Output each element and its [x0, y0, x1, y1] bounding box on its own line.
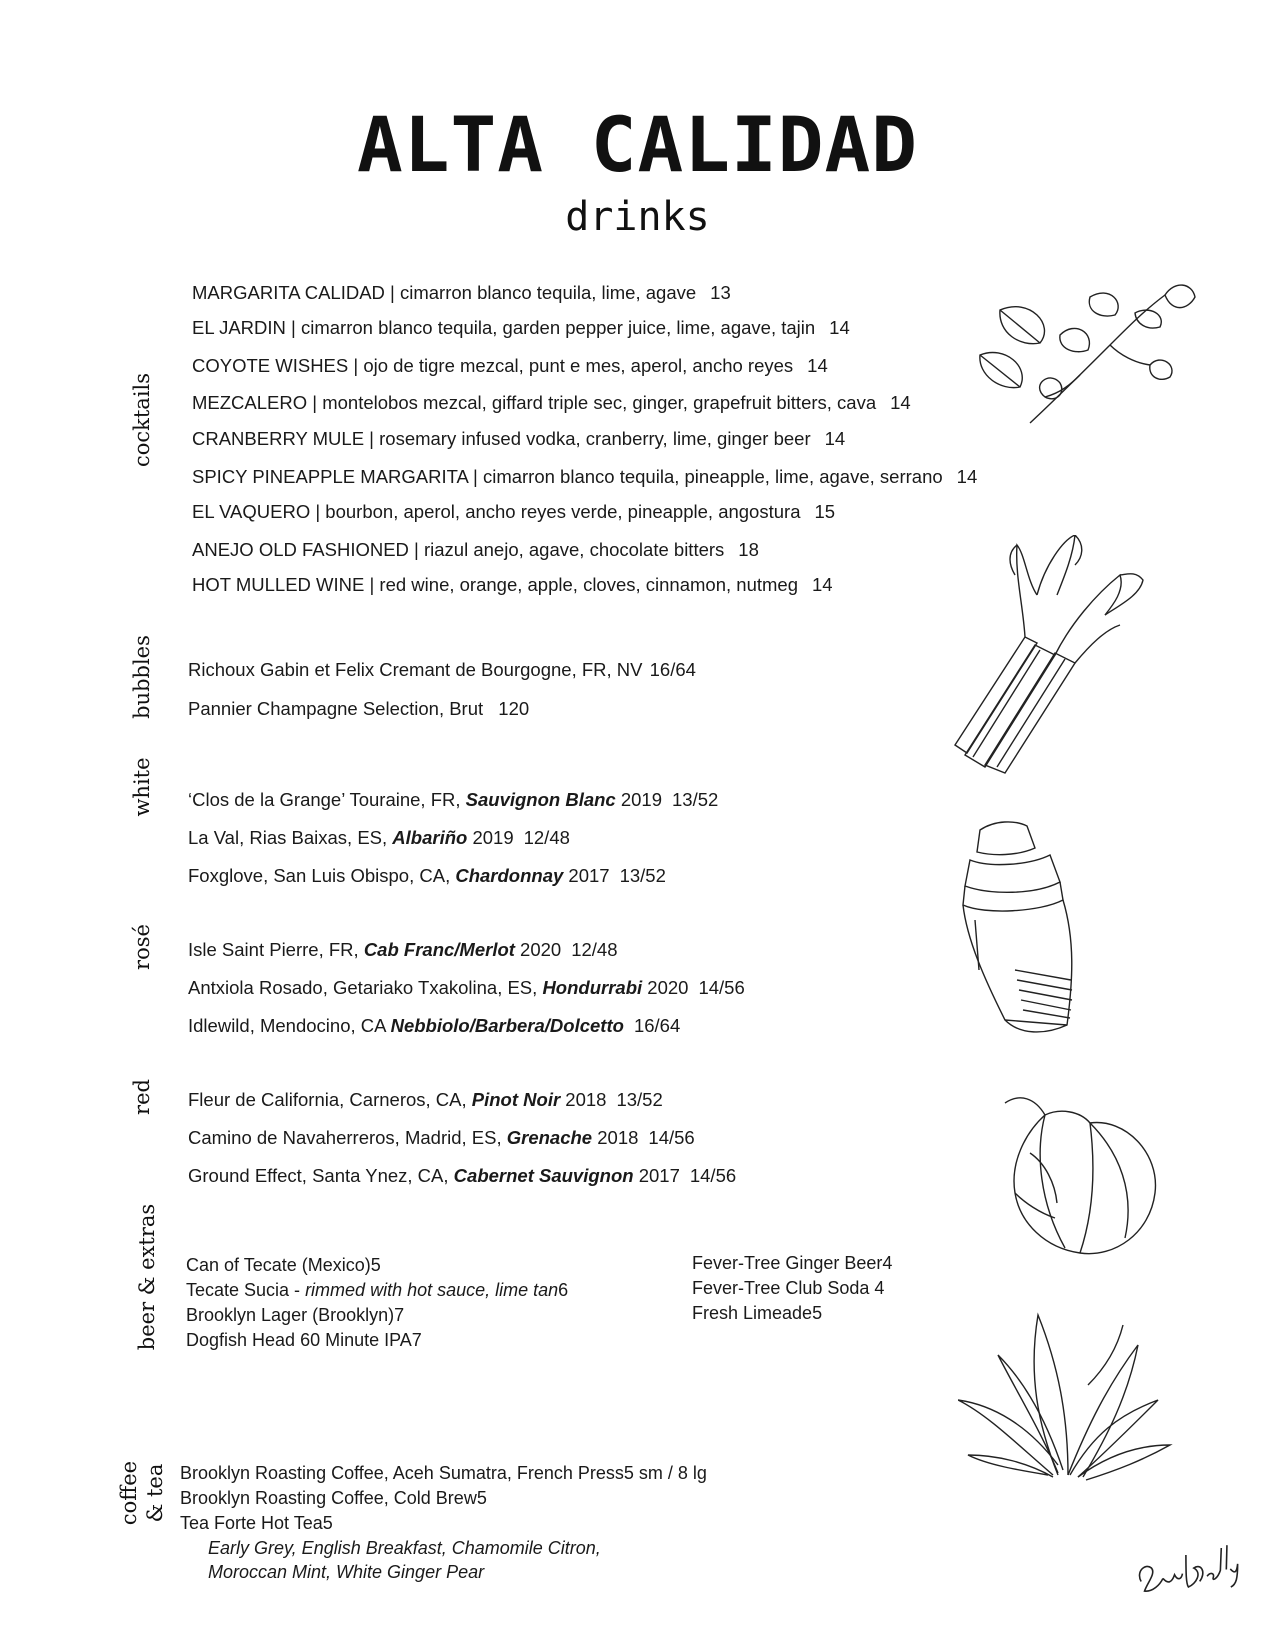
list-item [188, 1126, 695, 1150]
item-producer: Isle Saint Pierre, FR, [188, 939, 364, 960]
section-label-white: white [130, 757, 154, 817]
section-label-red: red [130, 1079, 154, 1115]
item-producer: La Val, Rias Baixas, ES, [188, 827, 393, 848]
item-price: 5 sm / 8 lg [623, 1463, 707, 1483]
item-year: 2020 [514, 939, 562, 960]
item-name: Can of Tecate (Mexico) [186, 1255, 371, 1275]
item-grape: Hondurrabi [542, 977, 643, 998]
item-price: 5 [370, 1255, 381, 1275]
menu-subtitle: drinks [565, 194, 710, 240]
cocktail-item [192, 573, 833, 597]
menu-title: ALTA CALIDAD [356, 100, 919, 189]
item-price: 6 [558, 1280, 569, 1300]
item-price: 16/64 [633, 1015, 681, 1036]
item-name: Brooklyn Roasting Coffee, Cold Brew [180, 1488, 477, 1508]
item-name: ANEJO OLD FASHIONED | riazul anejo, agave, chocolate bitters [192, 539, 725, 560]
list-item [188, 938, 618, 962]
item-price: 14/56 [689, 1165, 737, 1186]
item-grape: Cabernet Sauvignon [453, 1165, 634, 1186]
item-name: Fresh Limeade [692, 1303, 813, 1323]
item-price: 14 [807, 355, 828, 376]
list-item [692, 1251, 892, 1275]
item-price: 14 [811, 574, 833, 595]
item-price: 5 [476, 1488, 487, 1508]
list-item [188, 697, 529, 721]
item-price: 14 [829, 317, 850, 338]
item-price: 13/52 [619, 865, 666, 886]
list-item [180, 1486, 487, 1510]
item-name: Dogfish Head 60 Minute IPA [186, 1330, 412, 1350]
item-price: 14 [890, 392, 911, 413]
item-name: Fever-Tree Club Soda [692, 1278, 870, 1298]
list-item [180, 1461, 707, 1485]
section-label-rose: rosé [130, 924, 154, 970]
item-price: 7 [411, 1330, 422, 1350]
list-item [186, 1253, 381, 1277]
tea-options-line: Moroccan Mint, White Ginger Pear [208, 1562, 485, 1582]
item-price: 14/56 [698, 977, 745, 998]
list-item [188, 976, 745, 1000]
item-producer: Foxglove, San Luis Obispo, CA, [188, 865, 456, 886]
item-name: CRANBERRY MULE | rosemary infused vodka, cranberry, lime, ginger beer [192, 428, 811, 449]
item-name: COYOTE WISHES | ojo de tigre mezcal, punt e mes, aperol, ancho reyes [192, 355, 794, 376]
list-item [188, 826, 570, 850]
cocktail-item [192, 427, 845, 451]
item-name: EL JARDIN | cimarron blanco tequila, garden pepper juice, lime, agave, tajin [192, 317, 816, 338]
item-name: SPICY PINEAPPLE MARGARITA | cimarron blanco tequila, pineapple, lime, agave, serrano [192, 466, 943, 487]
section-label-cocktails: cocktails [130, 372, 154, 468]
item-grape: Cab Franc/Merlot [363, 939, 515, 960]
hot-pepper-illustration [995, 1093, 1165, 1263]
item-price: 16/64 [649, 659, 696, 680]
section-label-coffee-line2: & tea [143, 1463, 167, 1523]
item-name: MARGARITA CALIDAD | cimarron blanco tequila, lime, agave [192, 282, 697, 303]
list-item [188, 658, 696, 682]
section-label-bubbles: bubbles [130, 635, 154, 719]
item-price: 12/48 [571, 939, 618, 960]
item-producer: Idlewild, Mendocino, CA [188, 1015, 391, 1036]
list-item [186, 1303, 404, 1327]
item-grape: Sauvignon Blanc [465, 789, 616, 810]
cocktail-item [192, 281, 731, 305]
item-name: Fever-Tree Ginger Beer [692, 1253, 883, 1273]
item-price: 5 [812, 1303, 823, 1323]
list-item [188, 1164, 736, 1188]
item-note: rimmed with hot sauce, lime tan [305, 1280, 559, 1300]
item-producer: Antxiola Rosado, Getariako Txakolina, ES, [188, 977, 543, 998]
item-price: 7 [394, 1305, 405, 1325]
list-item [692, 1301, 822, 1325]
agave-plant-illustration [958, 1305, 1173, 1485]
item-price: 14/56 [648, 1127, 695, 1148]
item-year: 2019 [615, 789, 663, 810]
cocktail-item [192, 465, 977, 489]
item-price: 15 [814, 501, 836, 522]
cocktail-shaker-illustration [955, 820, 1095, 1050]
item-year: 2019 [467, 827, 514, 848]
item-grape: Nebbiolo/Barbera/Dolcetto [390, 1015, 624, 1036]
item-name: Brooklyn Roasting Coffee, Aceh Sumatra, French Press [180, 1463, 624, 1483]
list-item [186, 1278, 568, 1302]
item-year: 2020 [642, 977, 689, 998]
item-producer: Ground Effect, Santa Ynez, CA, [188, 1165, 454, 1186]
item-grape: Grenache [506, 1127, 593, 1148]
list-item [188, 1014, 680, 1038]
cocktail-item [192, 354, 828, 378]
physalis-branch-illustration [960, 275, 1200, 435]
item-name: EL VAQUERO | bourbon, aperol, ancho reyes verde, pineapple, angostura [192, 501, 801, 522]
list-item [188, 788, 718, 812]
item-name: Tecate Sucia - [186, 1280, 306, 1300]
item-name: Richoux Gabin et Felix Cremant de Bourgogne, FR, NV [188, 659, 643, 680]
item-price: 120 [498, 698, 530, 719]
item-name: MEZCALERO | montelobos mezcal, giffard triple sec, ginger, grapefruit bitters, cava [192, 392, 877, 413]
item-price: 4 [874, 1278, 885, 1298]
tea-options-line: Early Grey, English Breakfast, Chamomile Citron, [208, 1538, 601, 1558]
item-price: 14 [824, 428, 846, 449]
item-year: 2017 [633, 1165, 680, 1186]
section-label-coffee [116, 1433, 168, 1553]
item-grape: Pinot Noir [471, 1089, 561, 1110]
item-name: Pannier Champagne Selection, Brut [188, 698, 484, 719]
item-name: Brooklyn Lager (Brooklyn) [186, 1305, 395, 1325]
item-price: 12/48 [523, 827, 570, 848]
cocktail-item [192, 316, 850, 340]
item-name: Tea Forte Hot Tea [180, 1513, 323, 1533]
item-grape: Albariño [392, 827, 468, 848]
item-price: 13/52 [616, 1089, 663, 1110]
item-price: 13 [710, 282, 731, 303]
item-name: HOT MULLED WINE | red wine, orange, apple, cloves, cinnamon, nutmeg [192, 574, 798, 595]
section-label-coffee-line1: coffee [117, 1460, 141, 1526]
artist-signature [1129, 1538, 1245, 1603]
item-price: 18 [738, 539, 759, 560]
cocktail-item [192, 500, 835, 524]
section-label-beer: beer & extras [135, 1203, 159, 1351]
item-grape: Chardonnay [455, 865, 564, 886]
item-price: 5 [322, 1513, 333, 1533]
celery-illustration [945, 535, 1145, 775]
item-price: 14 [956, 466, 978, 487]
list-item [180, 1511, 333, 1535]
cocktail-item [192, 538, 759, 562]
item-year: 2018 [592, 1127, 639, 1148]
item-producer: ‘Clos de la Grange’ Touraine, FR, [188, 789, 466, 810]
item-producer: Fleur de California, Carneros, CA, [188, 1089, 472, 1110]
list-item [188, 1088, 663, 1112]
item-price: 13/52 [672, 789, 719, 810]
item-year: 2018 [560, 1089, 607, 1110]
item-price: 4 [882, 1253, 893, 1273]
item-year: 2017 [563, 865, 610, 886]
list-item [186, 1328, 422, 1352]
list-item [188, 864, 666, 888]
list-item [692, 1276, 884, 1300]
item-producer: Camino de Navaherreros, Madrid, ES, [188, 1127, 507, 1148]
cocktail-item [192, 391, 911, 415]
